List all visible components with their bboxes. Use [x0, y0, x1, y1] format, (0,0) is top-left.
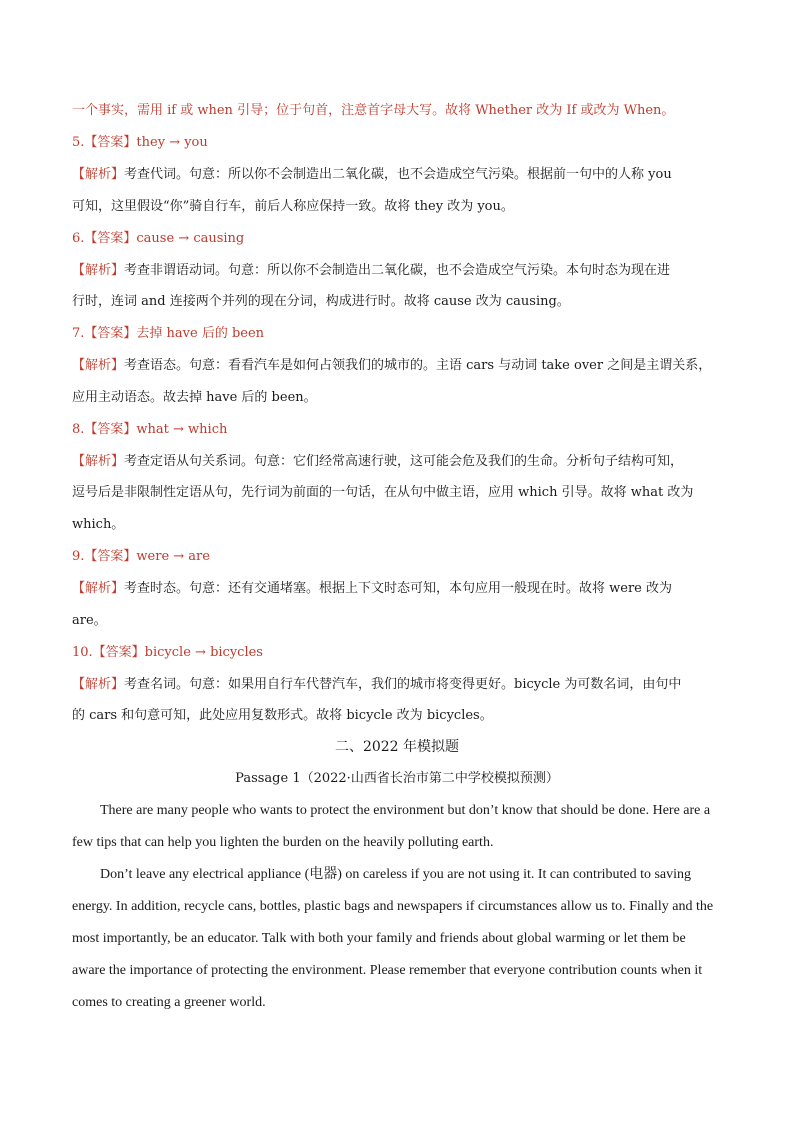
passage-line: Don’t leave any electrical appliance (电器) on careless if you are not using it. It can contributed to saving [100, 867, 692, 882]
analysis-7-cont: 应用主动语态。故去掉 have 后的 been。 [72, 390, 317, 405]
answer-9: 9.【答案】were → are [72, 549, 210, 564]
passage-line: aware the importance of protecting the environment. Please remember that everyone contribution counts when it [72, 963, 703, 978]
passage-line: energy. In addition, recycle cans, bottles, plastic bags and newspapers if circumstances allow us to. Finally and the [72, 899, 714, 914]
analysis-10: 【解析】考查名词。句意：如果用自行车代替汽车，我们的城市将变得更好。bicycle 为可数名词，由句中 [72, 677, 682, 692]
analysis-9: 【解析】考查时态。句意：还有交通堵塞。根据上下文时态可知，本句应用一般现在时。故将 were 改为 [72, 581, 673, 596]
answer-7: 7.【答案】去掉 have 后的 been [72, 326, 265, 341]
analysis-8-cont: 逗号后是非限制性定语从句，先行词为前面的一句话，在从句中做主语，应用 which 引导。故将 what 改为 [72, 485, 694, 500]
answer-10: 10.【答案】bicycle → bicycles [72, 645, 263, 660]
text-line: 一个事实，需用 if 或 when 引导；位于句首，注意首字母大写。故将 Whether 改为 If 或改为 When。 [72, 103, 675, 118]
analysis-8-cont2: which。 [72, 517, 125, 532]
analysis-9-cont: are。 [72, 613, 107, 628]
passage-line: comes to creating a greener world. [72, 995, 266, 1010]
section-title: 二、2022 年模拟题 [334, 739, 460, 755]
passage-line: There are many people who wants to protect the environment but don’t know that should be done. Here are a [100, 803, 711, 818]
answer-8: 8.【答案】what → which [72, 422, 228, 437]
analysis-6-cont: 行时，连词 and 连接两个并列的现在分词，构成进行时。故将 cause 改为 causing。 [72, 294, 570, 309]
analysis-5-cont: 可知，这里假设“你”骑自行车，前后人称应保持一致。故将 they 改为 you。 [72, 199, 514, 214]
analysis-7: 【解析】考查语态。句意：看看汽车是如何占领我们的城市的。主语 cars 与动词 take over 之间是主谓关系， [72, 358, 712, 373]
passage-line: few tips that can help you lighten the burden on the heavily polluting earth. [72, 835, 494, 850]
analysis-10-cont: 的 cars 和句意可知，此处应用复数形式。故将 bicycle 改为 bicycles。 [72, 708, 493, 723]
analysis-8: 【解析】考查定语从句关系词。句意：它们经常高速行驶，这可能会危及我们的生命。分析句子结构可知， [72, 454, 684, 469]
answer-5: 5.【答案】they → you [72, 135, 208, 150]
analysis-6: 【解析】考查非谓语动词。句意：所以你不会制造出二氧化碳，也不会造成空气污染。本句时态为现在进 [72, 263, 671, 278]
answer-6: 6.【答案】cause → causing [72, 231, 245, 246]
passage-line: most importantly, be an educator. Talk with both your family and friends about global warming or let them be [72, 931, 686, 946]
analysis-5: 【解析】考查代词。句意：所以你不会制造出二氧化碳，也不会造成空气污染。根据前一句中的人称 you [72, 167, 672, 182]
passage-title: Passage 1（2022·山西省长治市第二中学校模拟预测） [235, 771, 559, 786]
